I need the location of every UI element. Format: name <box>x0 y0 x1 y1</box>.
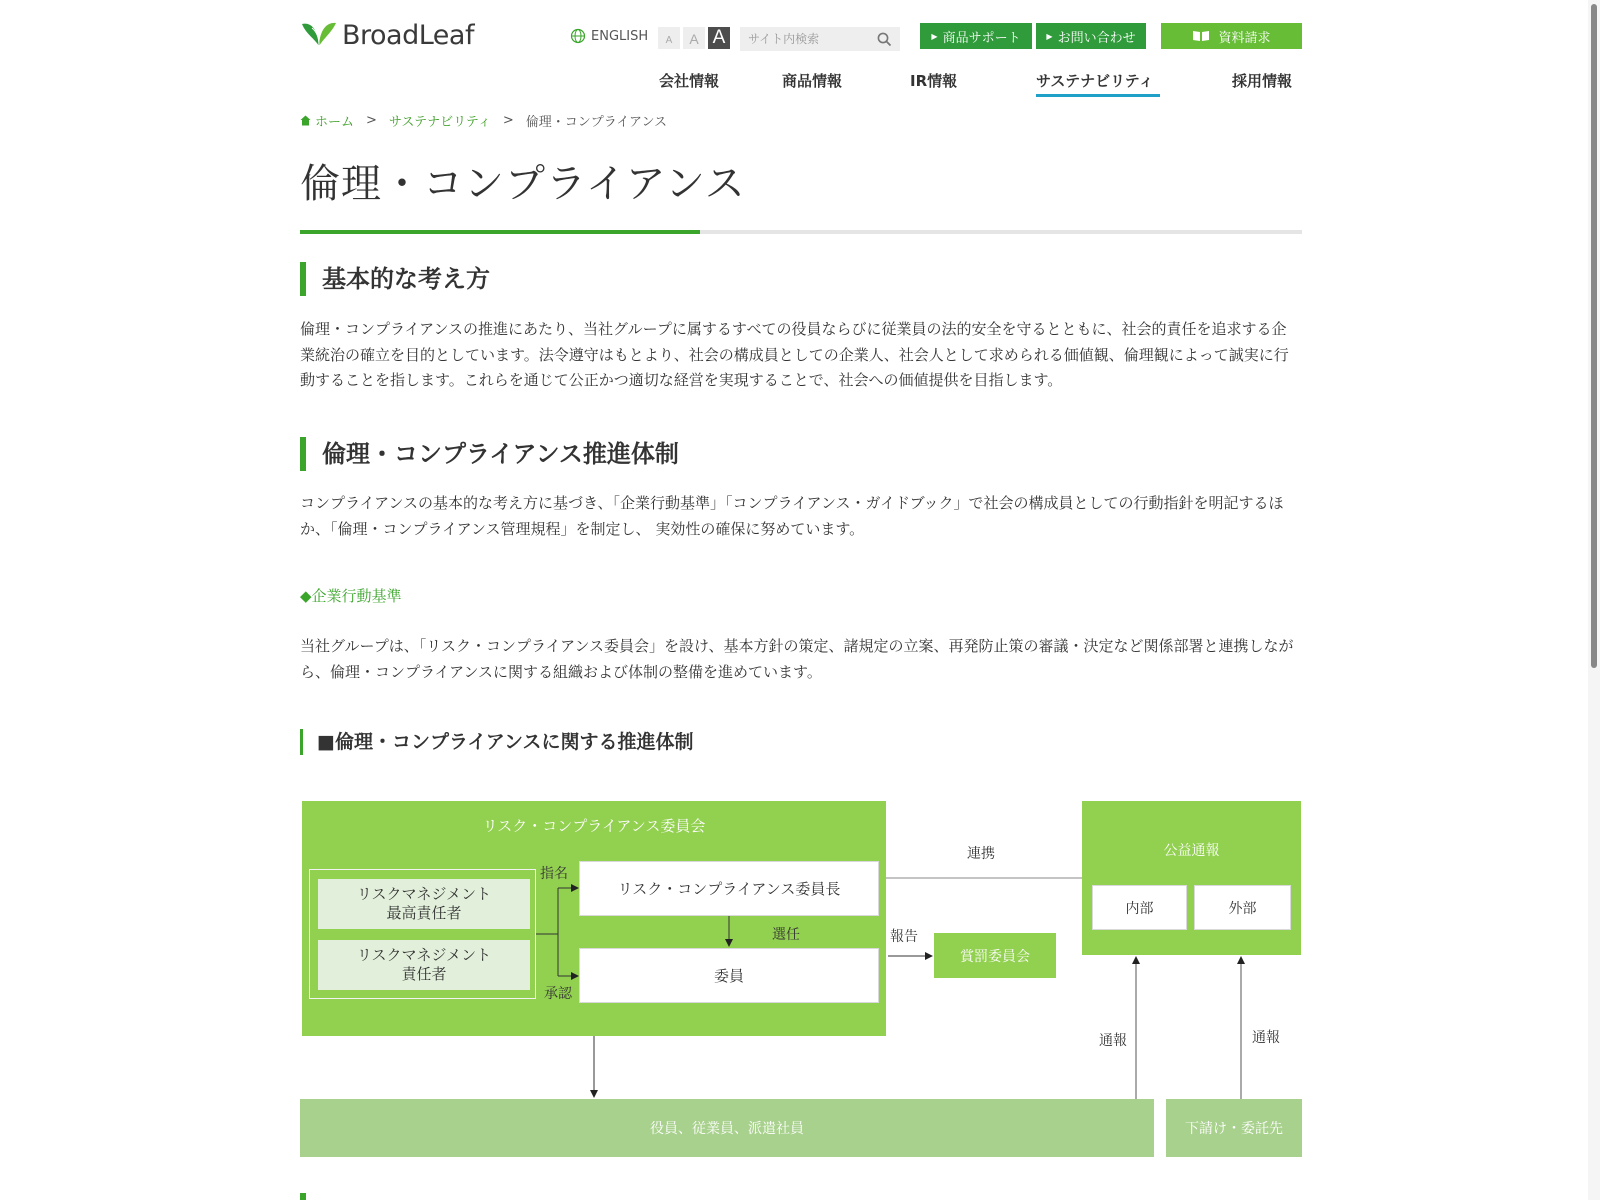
staff-box: 役員、従業員、派遣社員 <box>300 1099 1154 1157</box>
diagram-heading: ■倫理・コンプライアンスに関する推進体制 <box>300 729 693 755</box>
arrow-right-icon: ▶ <box>1046 31 1053 41</box>
font-size-large-button[interactable]: A <box>708 27 730 49</box>
font-size-medium-button[interactable]: A <box>683 27 705 49</box>
basic-policy-text: 倫理・コンプライアンスの推進にあたり、当社グループに属するすべての役員ならびに従業員の法的安全を守るとともに、社会的責任を追求する企業統治の確立を目的としています。法令遵守はもとより、社会の構成員としての企業人、社会人として求められる価値観、倫理観によって誠実に行動することを指します。これらを通じて公正かつ適切な経営を実現することで、社会への価値提供を目指します。 <box>300 320 1289 389</box>
committee-chair-box: リスク・コンプライアンス委員長 <box>579 861 879 916</box>
corporate-conduct-standards-link[interactable]: ◆企業行動基準 <box>300 587 402 605</box>
nav-sustainability[interactable]: サステナビリティ <box>1036 72 1154 90</box>
committee-member-box: 委員 <box>579 948 879 1003</box>
label-elect: 選任 <box>772 927 800 943</box>
section-heading-promotion-system: 倫理・コンプライアンス推進体制 <box>300 437 679 471</box>
whistleblowing-label: 公益通報 <box>1163 843 1220 859</box>
promotion-system-text: コンプライアンスの基本的な考え方に基づき、「企業行動基準」「コンプライアンス・ガイドブック」で社会の構成員としての行動指針を明記するほか、「倫理・コンプライアンス管理規程」を制定し、 実効性の確保に努めています。 <box>300 494 1284 538</box>
rm-chief-line2: 最高責任者 <box>386 904 462 922</box>
breadcrumb-sustainability-link[interactable]: サステナビリティ <box>388 115 491 130</box>
rm-officer-line2: 責任者 <box>401 965 447 983</box>
product-support-label: 商品サポート <box>942 30 1021 46</box>
english-label: ENGLISH <box>591 28 649 44</box>
committee-label: リスク・コンプライアンス委員会 <box>482 817 706 835</box>
breadcrumb-separator: > <box>502 113 514 128</box>
label-notify-external: 通報 <box>1252 1030 1280 1046</box>
nav-company[interactable]: 会社情報 <box>659 72 720 90</box>
nav-ir[interactable]: IR情報 <box>910 72 958 90</box>
rm-officer-line1: リスクマネジメント <box>356 946 492 964</box>
label-coordinate: 連携 <box>967 846 995 862</box>
font-size-small-button[interactable]: A <box>658 27 680 49</box>
label-approve: 承認 <box>544 986 572 1002</box>
breadcrumb-home-link[interactable]: ホーム <box>315 115 355 130</box>
internal-box: 内部 <box>1092 885 1187 930</box>
nav-products[interactable]: 商品情報 <box>782 72 843 90</box>
arrow-right-icon: ▶ <box>931 31 938 41</box>
contractors-box: 下請け・委託先 <box>1166 1099 1302 1157</box>
rm-chief-line1: リスクマネジメント <box>356 885 492 903</box>
label-appoint: 指名 <box>540 866 568 882</box>
next-section-heading-marker <box>300 1193 306 1200</box>
breadcrumb-separator: > <box>366 113 377 128</box>
committee-description-text: 当社グループは、「リスク・コンプライアンス委員会」を設け、基本方針の策定、諸規定の立案、再発防止策の審議・決定など関係部署と連携しながら、倫理・コンプライアンスに関する組織および体制の整備を進めています。 <box>300 637 1294 681</box>
discipline-committee-box: 賞罰委員会 <box>934 933 1056 978</box>
contact-label: お問い合わせ <box>1057 30 1136 46</box>
section-heading-basic-policy: 基本的な考え方 <box>300 262 490 296</box>
page-title: 倫理・コンプライアンス <box>300 161 746 207</box>
nav-recruit[interactable]: 採用情報 <box>1232 72 1293 90</box>
request-docs-label: 資料請求 <box>1218 30 1271 46</box>
scrollbar-thumb[interactable] <box>1591 4 1597 668</box>
logo-text: BroadLeaf <box>342 19 474 51</box>
external-box: 外部 <box>1194 885 1291 930</box>
label-report: 報告 <box>890 929 918 945</box>
label-notify-internal: 通報 <box>1099 1033 1127 1049</box>
breadcrumb-current: 倫理・コンプライアンス <box>525 115 668 130</box>
